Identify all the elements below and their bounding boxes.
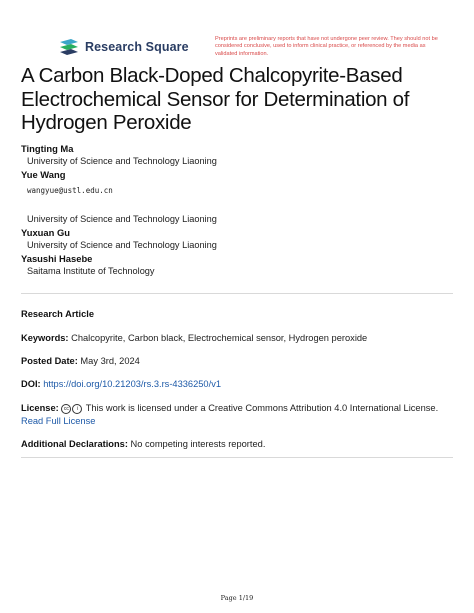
cc-icon: cc bbox=[61, 404, 71, 414]
author-affiliation: Saitama Institute of Technology bbox=[27, 266, 155, 276]
author-list bbox=[21, 142, 451, 278]
keywords-value: Chalcopyrite, Carbon black, Electrochemical sensor, Hydrogen peroxide bbox=[71, 333, 368, 343]
article-type bbox=[21, 308, 453, 321]
section-divider bbox=[21, 293, 453, 294]
author-block bbox=[21, 168, 451, 226]
author-affiliation: University of Science and Technology Liaoning bbox=[27, 156, 217, 166]
logo-text: Research Square bbox=[85, 40, 189, 54]
preprint-disclaimer: Preprints are preliminary reports that have not undergone peer review. They should not be considered conclusive, used to inform clinical practice, or referenced by the media as validated information. bbox=[215, 36, 438, 57]
research-square-logo[interactable] bbox=[58, 38, 189, 56]
license-label: License: bbox=[21, 403, 59, 413]
posted-date bbox=[21, 355, 453, 368]
author-name[interactable]: Yue Wang bbox=[21, 169, 66, 180]
author-name[interactable]: Yuxuan Gu bbox=[21, 227, 70, 238]
license-text: This work is licensed under a Creative Commons Attribution 4.0 International License. bbox=[85, 403, 439, 413]
read-full-license-link[interactable]: Read Full License bbox=[21, 416, 96, 426]
author-name[interactable]: Tingting Ma bbox=[21, 143, 74, 154]
keywords bbox=[21, 332, 453, 345]
license bbox=[21, 402, 453, 428]
posted-date-label: Posted Date: bbox=[21, 356, 78, 366]
research-square-logo-icon bbox=[58, 38, 80, 56]
page-number: Page 1/19 bbox=[220, 594, 254, 602]
author-block bbox=[21, 252, 451, 278]
posted-date-value: May 3rd, 2024 bbox=[80, 356, 140, 366]
declarations-value: No competing interests reported. bbox=[130, 439, 266, 449]
doi bbox=[21, 378, 453, 391]
paper-title: A Carbon Black-Doped Chalcopyrite-Based Electrochemical Sensor for Determination of Hydrogen Peroxide bbox=[21, 64, 410, 134]
section-divider bbox=[21, 457, 453, 458]
additional-declarations bbox=[21, 438, 453, 451]
by-icon: i bbox=[72, 404, 82, 414]
author-block bbox=[21, 142, 451, 168]
doi-link[interactable]: https://doi.org/10.21203/rs.3.rs-4336250/v1 bbox=[43, 379, 222, 389]
doi-label: DOI: bbox=[21, 379, 41, 389]
author-email[interactable]: wangyue@ustl.edu.cn bbox=[27, 186, 113, 195]
keywords-label: Keywords: bbox=[21, 333, 69, 343]
author-block bbox=[21, 226, 451, 252]
author-name[interactable]: Yasushi Hasebe bbox=[21, 253, 93, 264]
author-affiliation: University of Science and Technology Liaoning bbox=[27, 240, 217, 250]
article-type-label: Research Article bbox=[21, 309, 95, 319]
declarations-label: Additional Declarations: bbox=[21, 439, 128, 449]
author-affiliation: University of Science and Technology Liaoning bbox=[27, 214, 217, 224]
